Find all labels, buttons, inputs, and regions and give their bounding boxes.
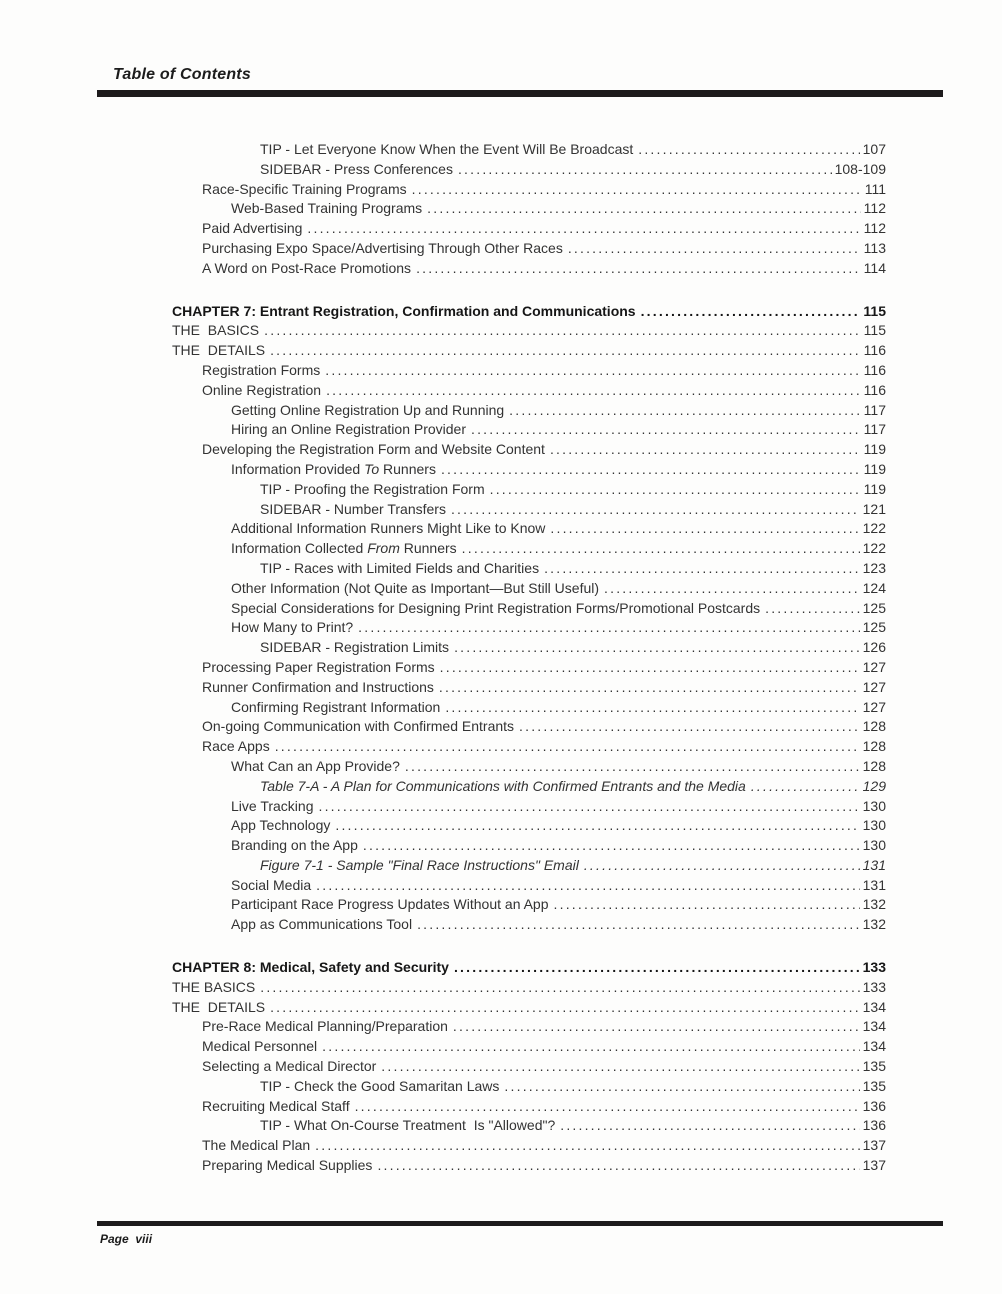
dot-leader	[260, 978, 859, 998]
dot-leader	[509, 401, 861, 421]
toc-entry-label: Pre-Race Medical Planning/Preparation	[202, 1018, 448, 1035]
toc-entry-label: THE BASICS	[172, 322, 260, 339]
dot-leader	[504, 1077, 859, 1097]
toc-entry-page: 127	[862, 698, 886, 715]
toc-entry-label: Live Tracking	[231, 797, 314, 814]
dot-leader	[458, 160, 832, 180]
dot-leader	[451, 500, 860, 520]
toc-entry-page: 134	[862, 998, 886, 1015]
toc-entry	[172, 1077, 886, 1097]
header-rule	[97, 90, 943, 97]
toc-entry-page: 132	[862, 916, 886, 933]
toc-entry-label: Runner Confirmation and Instructions	[202, 678, 434, 695]
dot-leader	[462, 539, 860, 559]
dot-leader	[550, 440, 861, 460]
dot-leader	[638, 140, 859, 160]
dot-leader	[358, 618, 859, 638]
toc-entry	[172, 836, 886, 856]
toc-entry-page: 115	[863, 322, 886, 339]
toc-entry	[172, 638, 886, 658]
toc-entry-page: 115	[863, 302, 886, 319]
toc-entry	[172, 1057, 886, 1077]
toc-entry-label: CHAPTER 8: Medical, Safety and Security	[172, 959, 449, 976]
dot-leader	[307, 219, 860, 239]
dot-leader	[416, 259, 861, 279]
toc-entry	[172, 199, 886, 219]
toc-entry-page: 132	[862, 896, 886, 913]
dot-leader	[490, 480, 861, 500]
toc-entry-label: The Medical Plan	[202, 1137, 311, 1154]
footer-rule	[97, 1221, 943, 1226]
toc-entry-page: 113	[863, 239, 886, 256]
toc-entry-label: How Many to Print?	[231, 619, 354, 636]
toc-entry-label: Other Information (Not Quite as Important—But Still Useful)	[231, 579, 600, 596]
toc-entry-page: 136	[862, 1117, 886, 1134]
dot-leader	[453, 1017, 860, 1037]
dot-leader	[584, 856, 860, 876]
toc-entry	[172, 876, 886, 896]
toc-entry-page: 134	[862, 1038, 886, 1055]
toc-entry	[172, 816, 886, 836]
toc-entry-label: SIDEBAR - Registration Limits	[260, 639, 450, 656]
toc-entry	[172, 797, 886, 817]
dot-leader	[441, 460, 861, 480]
toc-entry-label: A Word on Post-Race Promotions	[202, 259, 412, 276]
toc-entry-page: 136	[862, 1097, 886, 1114]
toc-entry-label: Additional Information Runners Might Like to Know	[231, 520, 546, 537]
toc-entry	[172, 658, 886, 678]
dot-leader	[765, 599, 860, 619]
toc-entry	[172, 480, 886, 500]
toc-entry-label: Information Provided To Runners	[231, 460, 436, 477]
dot-leader	[519, 717, 860, 737]
dot-leader	[318, 797, 859, 817]
toc-entry-page: 137	[862, 1137, 886, 1154]
toc-entry-page: 133	[862, 959, 886, 976]
toc-entry	[172, 500, 886, 520]
dot-leader	[377, 1156, 859, 1176]
toc-entry	[172, 519, 886, 539]
dot-leader	[326, 381, 861, 401]
toc-entry-page: 134	[862, 1018, 886, 1035]
dot-leader	[316, 876, 859, 896]
toc-entry-label: Paid Advertising	[202, 220, 303, 237]
toc-entry-page: 117	[863, 421, 886, 438]
toc-entry-chapter	[172, 958, 886, 978]
dot-leader	[751, 777, 860, 797]
toc-entry-label: Figure 7-1 - Sample "Final Race Instructions" Email	[260, 856, 579, 873]
toc-entry	[172, 140, 886, 160]
toc-entry-page: 131	[862, 856, 886, 873]
toc-entry	[172, 539, 886, 559]
toc-entry	[172, 998, 886, 1018]
toc-entry-label: Purchasing Expo Space/Advertising Through Other Races	[202, 239, 563, 256]
toc-entry-label: Information Collected From Runners	[231, 540, 457, 557]
toc-entry	[172, 460, 886, 480]
toc-entry-label: Special Considerations for Designing Print Registration Forms/Promotional Postcards	[231, 599, 761, 616]
dot-leader	[604, 579, 860, 599]
toc-entry-page: 125	[862, 619, 886, 636]
toc-entry-page: 129	[862, 777, 886, 794]
toc-entry	[172, 856, 886, 876]
toc-entry-label: Participant Race Progress Updates Without an App	[231, 896, 549, 913]
toc-entry-label: App as Communications Tool	[231, 916, 413, 933]
toc-entry	[172, 1037, 886, 1057]
toc-entry-label: Medical Personnel	[202, 1038, 318, 1055]
toc-entry	[172, 717, 886, 737]
dot-leader	[405, 757, 860, 777]
dot-leader	[427, 199, 861, 219]
toc-entry-page: 124	[862, 579, 886, 596]
toc-entry-label: Recruiting Medical Staff	[202, 1097, 350, 1114]
toc-entry	[172, 895, 886, 915]
dot-leader	[264, 321, 861, 341]
dot-leader	[454, 638, 860, 658]
dot-leader	[315, 1136, 859, 1156]
toc-entry-page: 127	[862, 658, 886, 675]
toc-entry	[172, 219, 886, 239]
toc-entry	[172, 341, 886, 361]
toc-entry-page: 133	[862, 978, 886, 995]
dot-leader	[550, 519, 859, 539]
toc-entry-page: 112	[863, 220, 886, 237]
toc-entry-page: 130	[862, 837, 886, 854]
toc-entry-label: Race-Specific Training Programs	[202, 180, 407, 197]
dot-leader	[381, 1057, 859, 1077]
toc-entry	[172, 559, 886, 579]
toc-entry-page: 128	[862, 718, 886, 735]
toc-group	[172, 958, 886, 1176]
toc-entry-label: THE DETAILS	[172, 998, 266, 1015]
toc-entry	[172, 440, 886, 460]
dot-leader	[335, 816, 859, 836]
toc-entry-page: 127	[862, 678, 886, 695]
toc-entry-page: 131	[862, 876, 886, 893]
toc-entry-page: 128	[862, 757, 886, 774]
dot-leader	[417, 915, 860, 935]
toc-entry-label: TIP - What On-Course Treatment Is "Allowed"?	[260, 1117, 556, 1134]
toc-entry-page: 111	[864, 180, 886, 197]
toc-entry-label: Table 7-A - A Plan for Communications with Confirmed Entrants and the Media	[260, 777, 746, 794]
toc-entry-label: TIP - Races with Limited Fields and Charities	[260, 559, 540, 576]
toc-entry-label: TIP - Proofing the Registration Form	[260, 480, 485, 497]
toc-entry-label: Web-Based Training Programs	[231, 200, 423, 217]
toc-entry	[172, 259, 886, 279]
toc-entry-page: 123	[862, 559, 886, 576]
toc-entry-label: SIDEBAR - Number Transfers	[260, 500, 446, 517]
toc-entry-label: Getting Online Registration Up and Running	[231, 401, 505, 418]
toc-entry	[172, 1136, 886, 1156]
dot-leader	[471, 420, 861, 440]
toc-entry-page: 137	[862, 1157, 886, 1174]
toc-entry-page: 135	[862, 1077, 886, 1094]
toc-entry-page: 119	[863, 480, 886, 497]
toc-entry-page: 130	[862, 797, 886, 814]
dot-leader	[275, 737, 860, 757]
toc-entry-page: 122	[862, 540, 886, 557]
dot-leader	[363, 836, 860, 856]
toc-entry-label: Preparing Medical Supplies	[202, 1157, 373, 1174]
toc-entry-label: On-going Communication with Confirmed Entrants	[202, 718, 515, 735]
toc-entry	[172, 678, 886, 698]
toc-entry	[172, 915, 886, 935]
toc-entry-page: 112	[863, 200, 886, 217]
toc-entry-label: SIDEBAR - Press Conferences	[260, 160, 453, 177]
toc-entry-page: 108-109	[834, 160, 886, 177]
toc-entry-page: 119	[863, 460, 886, 477]
toc-entry	[172, 321, 886, 341]
toc-entry	[172, 1156, 886, 1176]
dot-leader	[355, 1097, 860, 1117]
dot-leader	[544, 559, 860, 579]
toc-entry-label: THE BASICS	[172, 978, 256, 995]
toc-entry-label: Social Media	[231, 876, 312, 893]
dot-leader	[445, 698, 859, 718]
toc-entry-page: 116	[863, 381, 886, 398]
toc-entry	[172, 401, 886, 421]
toc-entry-label: THE DETAILS	[172, 342, 266, 359]
toc-list	[172, 140, 886, 1176]
toc-entry-label: Developing the Registration Form and Website Content	[202, 441, 545, 458]
toc-entry	[172, 160, 886, 180]
toc-entry-label: Online Registration	[202, 381, 322, 398]
toc-entry-label: Processing Paper Registration Forms	[202, 658, 435, 675]
toc-entry	[172, 420, 886, 440]
toc-entry-label: Selecting a Medical Director	[202, 1058, 377, 1075]
toc-entry-label: TIP - Check the Good Samaritan Laws	[260, 1077, 500, 1094]
dot-leader	[270, 998, 860, 1018]
toc-entry	[172, 381, 886, 401]
dot-leader	[440, 658, 860, 678]
toc-entry	[172, 1097, 886, 1117]
toc-entry-page: 119	[863, 441, 886, 458]
dot-leader	[641, 302, 861, 322]
dot-leader	[325, 361, 860, 381]
toc-entry	[172, 737, 886, 757]
toc-entry-page: 116	[863, 342, 886, 359]
toc-entry	[172, 757, 886, 777]
toc-entry	[172, 618, 886, 638]
dot-leader	[270, 341, 861, 361]
toc-entry	[172, 777, 886, 797]
dot-leader	[568, 239, 861, 259]
page-number-label: Page viii	[100, 1232, 153, 1246]
page-title: Table of Contents	[113, 66, 251, 83]
toc-entry-label: Hiring an Online Registration Provider	[231, 421, 466, 438]
toc-entry-page: 122	[862, 520, 886, 537]
toc-entry	[172, 1116, 886, 1136]
toc-entry-label: TIP - Let Everyone Know When the Event Will Be Broadcast	[260, 141, 634, 157]
dot-leader	[554, 895, 860, 915]
toc-entry-page: 126	[862, 639, 886, 656]
toc-entry-label: App Technology	[231, 817, 331, 834]
dot-leader	[560, 1116, 859, 1136]
toc-entry-label: What Can an App Provide?	[231, 757, 400, 774]
dot-leader	[454, 958, 860, 978]
toc-entry	[172, 239, 886, 259]
toc-entry-page: 128	[862, 738, 886, 755]
toc-entry-label: Branding on the App	[231, 837, 358, 854]
dot-leader	[322, 1037, 859, 1057]
toc-entry-label: Confirming Registrant Information	[231, 698, 441, 715]
toc-entry	[172, 361, 886, 381]
toc-entry	[172, 599, 886, 619]
toc-entry-page: 135	[862, 1058, 886, 1075]
toc-entry-page: 117	[863, 401, 886, 418]
toc-entry-page: 107	[862, 141, 886, 157]
toc-entry	[172, 698, 886, 718]
toc-entry	[172, 579, 886, 599]
toc-entry-page: 130	[862, 817, 886, 834]
toc-entry-label: Race Apps	[202, 738, 270, 755]
toc-entry-chapter	[172, 302, 886, 322]
dot-leader	[412, 180, 862, 200]
toc-entry-page: 114	[863, 259, 886, 276]
toc-entry-label: CHAPTER 7: Entrant Registration, Confirmation and Communications	[172, 302, 636, 319]
toc-entry-page: 125	[862, 599, 886, 616]
toc-entry	[172, 1017, 886, 1037]
toc-group	[172, 140, 886, 279]
dot-leader	[439, 678, 860, 698]
toc-entry	[172, 180, 886, 200]
toc-group	[172, 302, 886, 936]
toc-entry-page: 121	[862, 500, 886, 517]
toc-entry	[172, 978, 886, 998]
toc-entry-label: Registration Forms	[202, 361, 321, 378]
toc-entry-page: 116	[863, 361, 886, 378]
